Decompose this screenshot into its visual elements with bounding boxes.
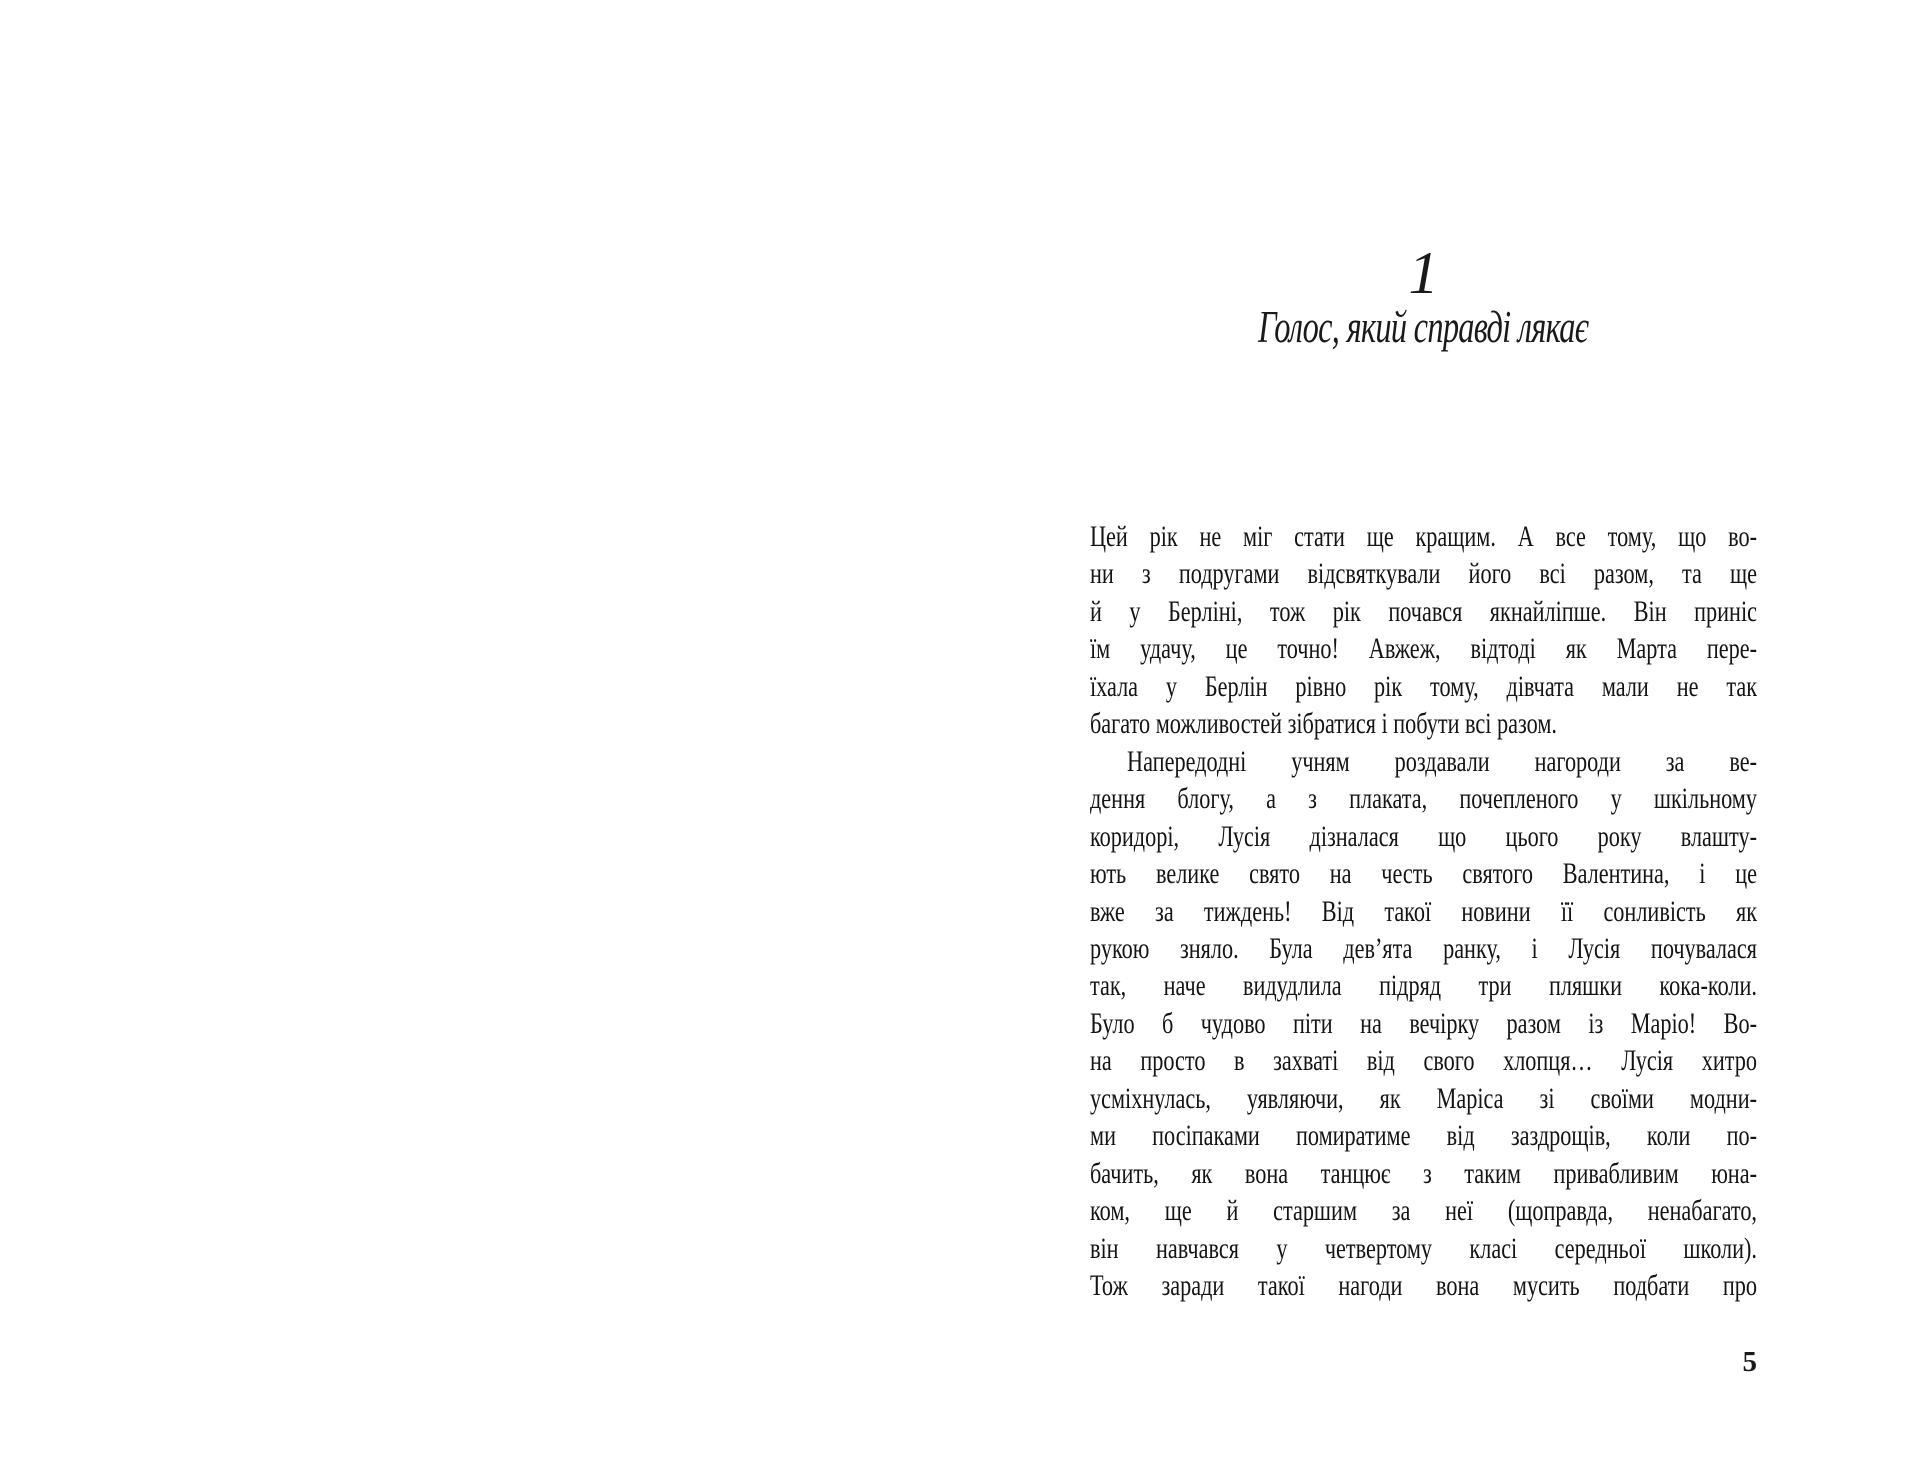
body-line: й у Берліні, тож рік почався якнайліпше. Він приніс <box>1090 594 1757 628</box>
body-line: ють велике свято на честь святого Валентина, і це <box>1090 857 1757 891</box>
body-line: Було б чудово піти на вечірку разом із Маріо! Во- <box>1090 1006 1757 1040</box>
body-line: він навчався у четвертому класі середньої школи). <box>1090 1231 1757 1265</box>
body-line: рукою зняло. Була дев’ята ранку, і Лусія почувалася <box>1090 931 1757 965</box>
body-line: Напередодні учням роздавали нагороди за ве- <box>1127 744 1757 778</box>
page-number: 5 <box>1742 1346 1757 1378</box>
body-line: ни з подругами відсвяткували його всі разом, та ще <box>1090 557 1757 591</box>
chapter-number: 1 <box>1408 240 1439 306</box>
body-line: на просто в захваті від свого хлопця… Лусія хитро <box>1090 1044 1757 1078</box>
body-line: вже за тиждень! Від такої новини її сонливість як <box>1090 894 1757 928</box>
body-line: їхала у Берлін рівно рік тому, дівчата мали не так <box>1090 669 1757 703</box>
body-line: Цей рік не міг стати ще кращим. А все тому, що во- <box>1090 520 1757 553</box>
body-line: багато можливостей зібратися і побути всі разом. <box>1090 707 1557 741</box>
body-line: ком, ще й старшим за неї (щоправда, ненабагато, <box>1090 1194 1757 1228</box>
body-line: дення блогу, а з плаката, почепленого у шкільному <box>1090 782 1757 816</box>
body-text <box>1090 518 1757 1305</box>
body-line: бачить, як вона танцює з таким привабливим юна- <box>1090 1156 1757 1190</box>
body-line: ми посіпаками помиратиме від заздрощів, коли по- <box>1090 1119 1757 1153</box>
chapter-title: Голос, який справді лякає <box>1258 302 1589 352</box>
body-line: Тож заради такої нагоди вона мусить подбати про <box>1090 1269 1757 1303</box>
body-line: коридорі, Лусія дізналася що цього року влашту- <box>1090 819 1757 853</box>
body-line: так, наче видудлила підряд три пляшки кока-коли. <box>1090 969 1757 1003</box>
chapter-heading <box>1090 302 1757 352</box>
body-line: їм удачу, це точно! Авжеж, відтоді як Марта пере- <box>1090 632 1757 666</box>
body-line: усміхнулась, уявляючи, як Маріса зі своїми модни- <box>1090 1081 1757 1115</box>
